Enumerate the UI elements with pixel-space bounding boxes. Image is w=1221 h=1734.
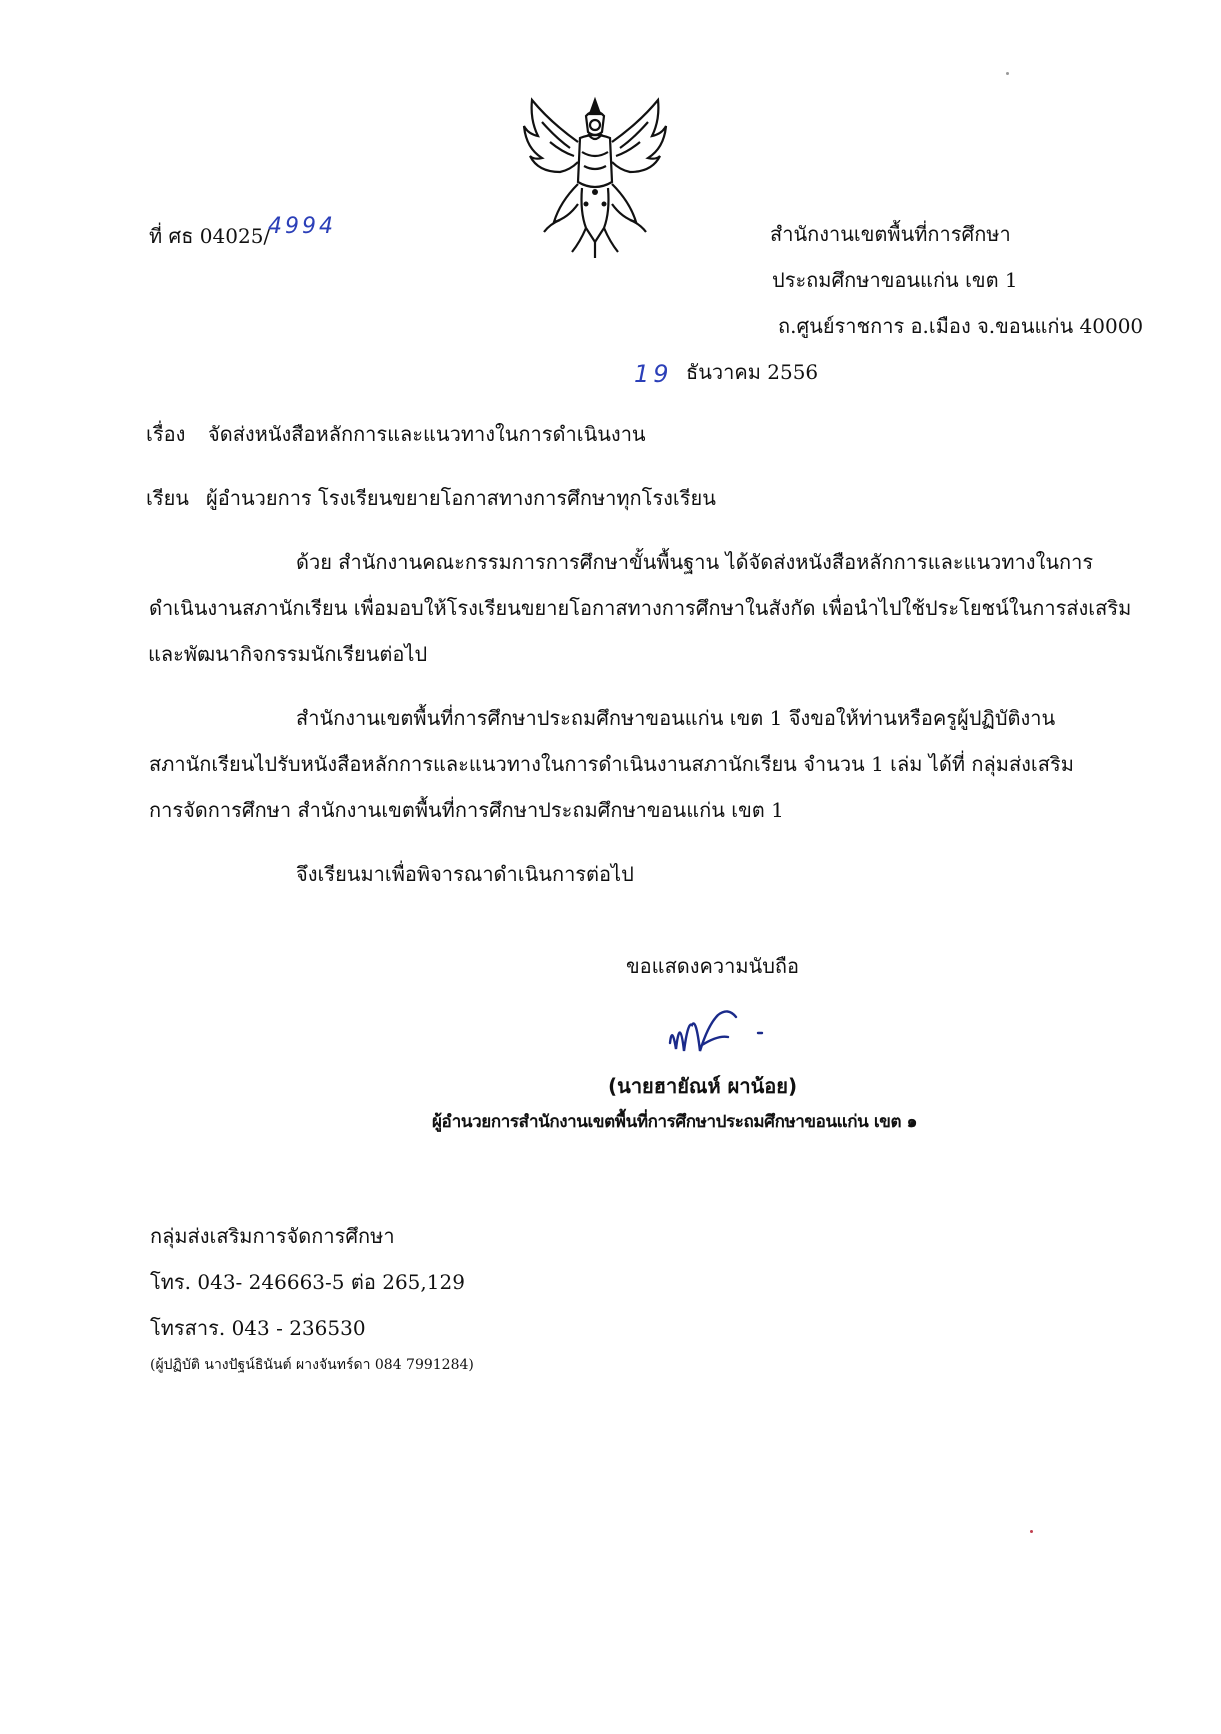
office-address-line2: ประถมศึกษาขอนแก่น เขต 1 [772,268,1018,292]
garuda-emblem-icon [520,92,670,262]
body-paragraph1-line1: ด้วย สำนักงานคณะกรรมการการศึกษาขั้นพื้นฐาน ได้จัดส่งหนังสือหลักการและแนวทางในการ [296,550,1094,574]
scan-speck [1030,1530,1033,1533]
date-day-handwritten: 19 [634,360,673,388]
reference-number-handwritten: 4994 [268,214,336,239]
footer-phone: โทร. 043- 246663-5 ต่อ 265,129 [150,1270,465,1294]
office-address-line1: สำนักงานเขตพื้นที่การศึกษา [770,222,1011,246]
footer-operator: (ผู้ปฏิบัติ นางปัฐน์ธินันต์ ผางจันทร์ดา 084 7991284) [150,1357,474,1373]
reference-number: ที่ ศธ 04025/ [149,224,271,248]
scan-speck [1006,72,1009,75]
footer-fax: โทรสาร. 043 - 236530 [150,1316,366,1340]
subject-label: เรื่อง [146,422,186,446]
signature-icon [658,995,798,1065]
closing-salutation: ขอแสดงความนับถือ [626,954,800,978]
recipient-text: ผู้อำนวยการ โรงเรียนขยายโอกาสทางการศึกษาทุกโรงเรียน [206,486,716,510]
footer-department: กลุ่มส่งเสริมการจัดการศึกษา [150,1224,395,1248]
recipient-label: เรียน [146,486,189,510]
office-address-line3: ถ.ศูนย์ราชการ อ.เมือง จ.ขอนแก่น 40000 [778,314,1144,338]
body-paragraph2-line1: สำนักงานเขตพื้นที่การศึกษาประถมศึกษาขอนแก่น เขต 1 จึงขอให้ท่านหรือครูผู้ปฏิบัติงาน [296,706,1056,730]
body-paragraph1-line2: ดำเนินงานสภานักเรียน เพื่อมอบให้โรงเรียนขยายโอกาสทางการศึกษาในสังกัด เพื่อนำไปใช้ประโยชน์ในการส่งเสริม [149,596,1132,620]
body-paragraph2-line2: สภานักเรียนไปรับหนังสือหลักการและแนวทางในการดำเนินงานสภานักเรียน จำนวน 1 เล่ม ได้ที่ กลุ่มส่งเสริม [149,752,1074,776]
signer-title: ผู้อำนวยการสำนักงานเขตพื้นที่การศึกษาประถมศึกษาขอนแก่น เขต ๑ [432,1112,918,1132]
body-paragraph1-line3: และพัฒนากิจกรรมนักเรียนต่อไป [148,642,428,666]
signer-name: (นายฮายัณห์ ผาน้อย) [608,1074,798,1098]
body-paragraph2-line3: การจัดการศึกษา สำนักงานเขตพื้นที่การศึกษาประถมศึกษาขอนแก่น เขต 1 [149,798,784,822]
date-month-year: ธันวาคม 2556 [686,360,819,384]
subject-text: จัดส่งหนังสือหลักการและแนวทางในการดำเนินงาน [208,422,646,446]
body-paragraph3: จึงเรียนมาเพื่อพิจารณาดำเนินการต่อไป [296,862,634,886]
